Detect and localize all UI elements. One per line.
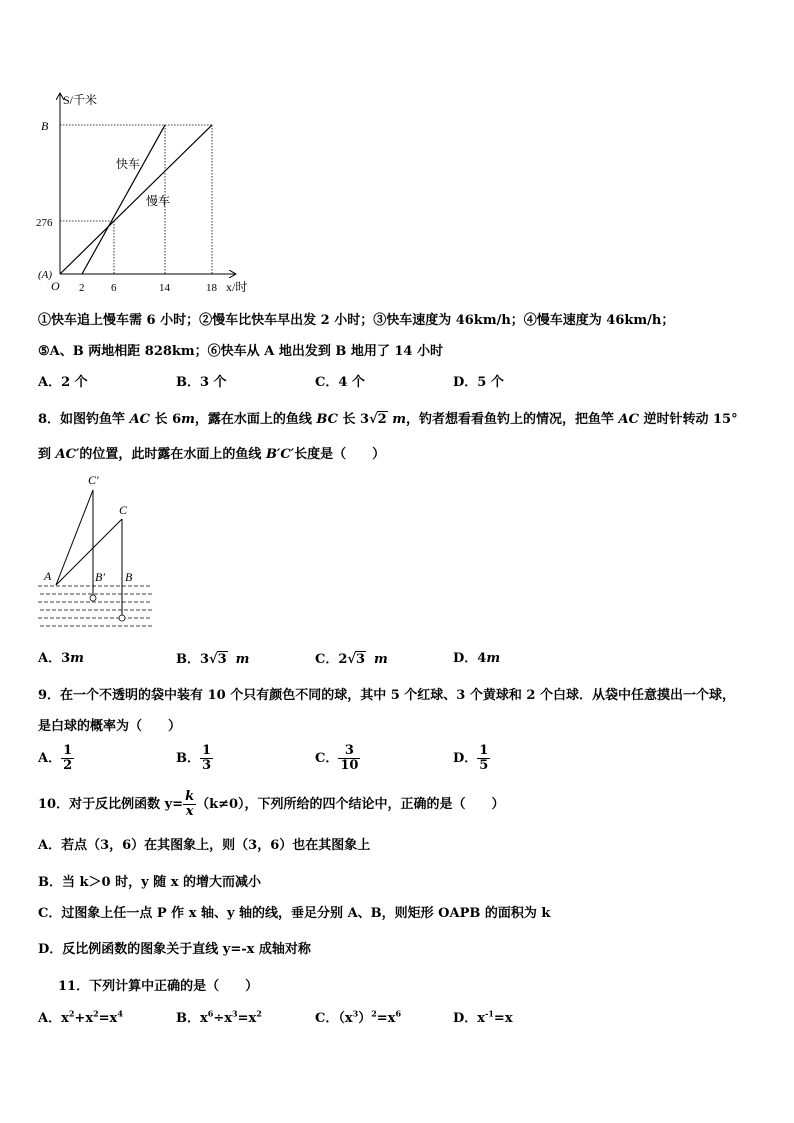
q9-option-c[interactable]: C． $\frac{3}{10}$ <box>315 743 359 773</box>
q11-option-b[interactable]: B．$x^6\div x^3=x^2$ <box>176 1008 262 1026</box>
q10-option-b[interactable]: B．当 k＞0 时，y 随 x 的增大而减小 <box>38 875 261 890</box>
q11-stem: 11．下列计算中正确的是（ ） <box>58 979 259 994</box>
point-a-label: (A) <box>38 269 53 281</box>
q7-option-b[interactable]: B．3 个 <box>176 375 227 390</box>
q8-stem-line2: 到 AC′的位置，此时露在水面上的鱼线 B′C′长度是（ ） <box>38 447 386 462</box>
q9-option-a[interactable]: A． $\frac{1}{2}$ <box>38 743 73 773</box>
q9-stem-line1: 9．在一个不透明的袋中装有 10 个只有颜色不同的球，其中 5 个红球、3 个黄球和 2 个白球．从袋中任意摸出一个球， <box>38 688 735 703</box>
label-c: C <box>119 503 128 517</box>
rod-ac <box>56 519 122 585</box>
q10-option-c[interactable]: C．过图象上任一点 P 作 x 轴、y 轴的线，垂足分别 A、B，则矩形 OAPB 的面积为 k <box>38 906 551 921</box>
q9-stem-line2: 是白球的概率为（ ） <box>38 719 182 734</box>
x-tick-18: 18 <box>206 282 217 294</box>
q11-option-a[interactable]: A．$x^2+x^2=x^4$ <box>38 1008 123 1026</box>
q9-option-b[interactable]: B． $\frac{1}{3}$ <box>176 743 212 773</box>
slow-car-line <box>60 125 212 274</box>
q11-option-d[interactable]: D．$x^{-1}=x$ <box>453 1008 513 1026</box>
q8-stem-line1: 8．如图钓鱼竿 AC 长 6m，露在水面上的鱼线 BC 长 3√2 m，钓者想看看鱼钓上的情况，把鱼竿 AC 逆时针转动 15° <box>38 412 738 427</box>
hook-b <box>119 615 125 621</box>
slow-car-label: 慢车 <box>146 194 171 208</box>
fast-car-label: 快车 <box>116 157 141 171</box>
x-tick-14: 14 <box>159 282 170 294</box>
y-axis-label: S/千米 <box>63 93 98 107</box>
q8-option-a[interactable]: A．3m <box>38 651 84 666</box>
q7-option-a[interactable]: A．2 个 <box>38 375 88 390</box>
value-276-label: 276 <box>36 217 53 229</box>
q10-stem: 10．对于反比例函数 y= $\frac{k}{x}$ （k≠0），下列所给的四个结论中，正确的是（ ） <box>38 789 505 819</box>
fishing-rod-figure <box>36 472 161 634</box>
q8-option-c[interactable]: C．2√3 m <box>315 652 388 667</box>
label-b-prime: B′ <box>95 570 105 584</box>
hook-b-prime <box>90 595 96 601</box>
distance-time-graph <box>30 88 260 298</box>
origin-label: O <box>51 279 60 293</box>
label-a: A <box>44 569 52 583</box>
sqrt-value: 2 <box>377 412 387 427</box>
q9-option-d[interactable]: D． $\frac{1}{5}$ <box>453 743 489 773</box>
label-c-prime: C′ <box>88 473 99 487</box>
label-b: B <box>125 570 133 584</box>
x-axis-label: x/时 <box>226 280 248 294</box>
q8-option-d[interactable]: D．4m <box>453 651 501 666</box>
q7-statements-line2: ⑤A、B 两地相距 828km；⑥快车从 A 地出发到 B 地用了 14 小时 <box>38 344 443 359</box>
q11-option-c[interactable]: C．$(x^3)^2=x^6$ <box>315 1008 402 1026</box>
q8-option-b[interactable]: B．3√3 m <box>176 652 250 667</box>
q7-option-d[interactable]: D．5 个 <box>453 375 504 390</box>
q7-statements-line1: ①快车追上慢车需 6 小时；②慢车比快车早出发 2 小时；③快车速度为 46km/h；④慢车速度为 46km/h； <box>38 313 675 328</box>
x-tick-6: 6 <box>111 282 117 294</box>
point-b-label: B <box>41 119 49 133</box>
q10-option-d[interactable]: D．反比例函数的图象关于直线 y=-x 成轴对称 <box>38 942 311 957</box>
rod-ac-prime <box>56 490 93 585</box>
q10-option-a[interactable]: A．若点（3，6）在其图象上，则（3，6）也在其图象上 <box>38 838 371 853</box>
q7-option-c[interactable]: C．4 个 <box>315 375 365 390</box>
x-tick-2: 2 <box>79 282 85 294</box>
